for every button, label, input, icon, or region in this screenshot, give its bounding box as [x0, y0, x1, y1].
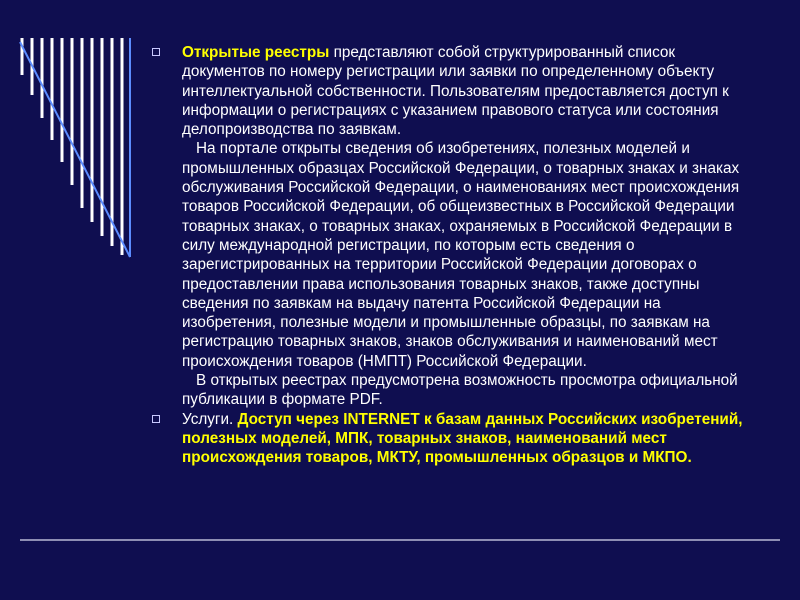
corner-decoration — [0, 0, 140, 260]
services-text — [182, 410, 752, 468]
divider-line — [20, 539, 780, 541]
services-lead: Услуги. — [182, 410, 234, 428]
square-bullet-icon — [152, 415, 160, 423]
pdf-paragraph: В открытых реестрах предусмотрена возможность просмотра официальной публикации в формате PDF. — [182, 372, 738, 409]
slide-content — [152, 43, 752, 468]
registries-lead: Открытые реестры — [182, 44, 330, 61]
bullet-item-registries — [152, 43, 752, 410]
square-bullet-icon — [152, 48, 160, 56]
bullet-item-services — [152, 410, 752, 468]
portal-paragraph: На портале открыты сведения об изобретениях, полезных моделей и промышленных образцах Российской Федерации, о товарных знаках и знаках обслуживания Российской Федерации, о наименованиях мест происхождения товаров Российской Федерации, об общеизвестных в Российской Федерации товарных знаках, о товарных знаках, охраняемых в Российской Федерации в силу международной регистрации, по которым есть сведения о зарегистрированных на территории Российской Федерации договорах о предоставлении права использования товарных знаков, также доступны сведения по заявкам на выдачу патента Российской Федерации на изобретения, полезные модели и промышленные образцы, по заявкам на регистрацию товарных знаков, знаков обслуживания и наименований мест происхождения товаров (НМПТ) Российской Федерации. — [182, 140, 740, 370]
registries-text: представляют собой структурированный список документов по номеру регистрации или заявки по определенному объекту интеллектуальной собственности. Пользователям предоставляется доступ к информации о регистрациях с указанием правового статуса или состояния делопроизводства по заявкам. — [182, 44, 729, 139]
registries-intro — [182, 43, 752, 139]
services-highlight: Доступ через INTERNET к базам данных Российских изобретений, полезных моделей, МПК, товарных знаков, наименований мест происхождения товаров, МКТУ, промышленных образцов и МКПО. — [182, 410, 743, 467]
